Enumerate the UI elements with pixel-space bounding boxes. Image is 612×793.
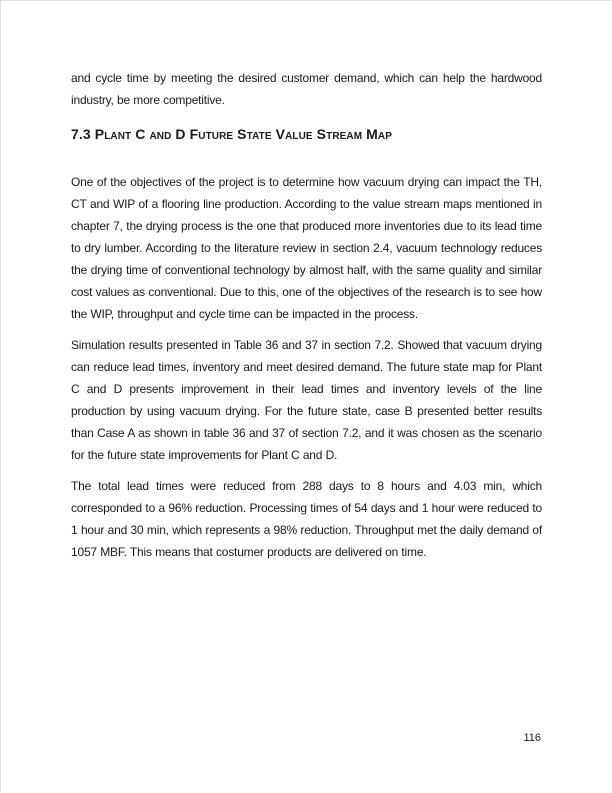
paragraph-lead-times: The total lead times were reduced from 288 days to 8 hours and 4.03 min, which corresponded to a 96% reduction. Processing times of 54 days and 1 hour were reduced to 1 hour and 30 min, which represents a 98% reduction. Throughput met the daily demand of 1057 MBF. This means that costumer products are delivered on time. (71, 479, 542, 559)
page-number: 116 (523, 732, 541, 744)
document-page (1, 1, 612, 793)
paragraph-continuation: and cycle time by meeting the desired customer demand, which can help the hardwood industry, be more competitive. (71, 71, 542, 107)
paragraph-objectives: One of the objectives of the project is to determine how vacuum drying can impact the TH, CT and WIP of a flooring line production. According to the value stream maps mentioned in chapter 7, the drying process is the one that produced more inventories due to its lead time to dry lumber. According to the literature review in section 2.4, vacuum technology reduces the drying time of conventional technology by almost half, with the same quality and similar cost values as conventional. Due to this, one of the objectives of the research is to see how the WIP, throughput and cycle time can be impacted in the process. (71, 175, 542, 321)
section-heading: 7.3 Plant C and D Future State Value Stream Map (71, 126, 393, 142)
paragraph-simulation: Simulation results presented in Table 36 and 37 in section 7.2. Showed that vacuum drying can reduce lead times, inventory and meet desired demand. The future state map for Plant C and D presents improvement in their lead times and inventory levels of the line production by using vacuum drying. For the future state, case B presented better results than Case A as shown in table 36 and 37 of section 7.2, and it was chosen as the scenario for the future state improvements for Plant C and D. (71, 338, 542, 462)
